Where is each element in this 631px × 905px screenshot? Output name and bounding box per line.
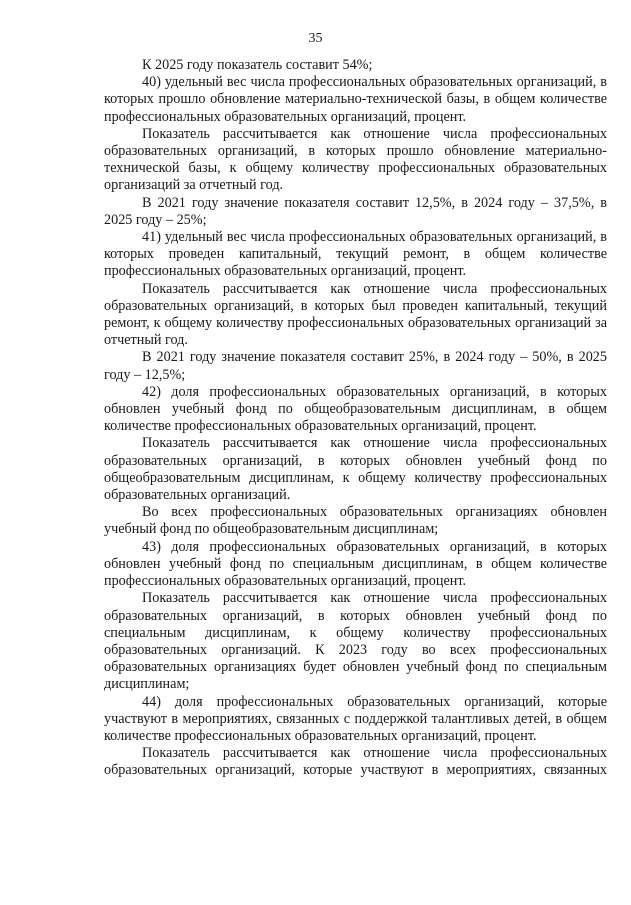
document-body	[104, 57, 607, 780]
paragraph: 44) доля профессиональных образовательных организаций, которые участвуют в мероприятиях, связанных с поддержкой талантливых детей, в общем количестве профессиональных образовательных организаций, процент.	[104, 693, 607, 744]
paragraph: 42) доля профессиональных образовательных организаций, в которых обновлен учебный фонд по общеобразовательным дисциплинам, в общем количестве профессиональных образовательных организаций, процент.	[104, 383, 607, 435]
paragraph: В 2021 году значение показателя составит 12,5%, в 2024 году – 37,5%, в 2025 году – 25%;	[104, 194, 607, 228]
paragraph: Во всех профессиональных образовательных организациях обновлен учебный фонд по общеобразовательным дисциплинам;	[104, 504, 607, 538]
paragraph: 43) доля профессиональных образовательных организаций, в которых обновлен учебный фонд по специальным дисциплинам, в общем количестве профессиональных образовательных организаций, процент.	[104, 538, 607, 590]
paragraph: Показатель рассчитывается как отношение числа профессиональных образовательных организаций, в которых обновлен учебный фонд по общеобразовательным дисциплинам, к общему количеству профессиональных образовательных организаций.	[104, 435, 607, 504]
paragraph: К 2025 году показатель составит 54%;	[142, 57, 373, 73]
paragraph: 40) удельный вес числа профессиональных образовательных организаций, в которых прошло обновление материально-технической базы, в общем количестве профессиональных образовательных организаций, процент.	[104, 74, 607, 125]
paragraph: Показатель рассчитывается как отношение числа профессиональных образовательных организаций, в которых обновлен учебный фонд по специальным дисциплинам, к общему количеству профессиональных образовательных организаций. К 2023 году во всех профессиональных образовательных организациях будет обновлен учебный фонд по специальным дисциплинам;	[104, 590, 607, 693]
paragraph: Показатель рассчитывается как отношение числа профессиональных образовательных организаций, в которых прошло обновление материально-технической базы, к общему количеству профессиональных образовательных организаций за отчетный год.	[104, 125, 607, 194]
page-number: 35	[308, 31, 323, 46]
paragraph: 41) удельный вес числа профессиональных образовательных организаций, в которых проведен капитальный, текущий ремонт, в общем количестве профессиональных образовательных организаций, процент.	[104, 229, 607, 280]
paragraph: В 2021 году значение показателя составит 25%, в 2024 году – 50%, в 2025 году – 12,5%;	[104, 349, 607, 383]
paragraph: Показатель рассчитывается как отношение числа профессиональных образовательных организаций, которые участвуют в мероприятиях, связанных	[104, 745, 607, 779]
paragraph: Показатель рассчитывается как отношение числа профессиональных образовательных организаций, в которых был проведен капитальный, текущий ремонт, к общему количеству профессиональных образовательных организаций за отчетный год.	[104, 280, 607, 349]
